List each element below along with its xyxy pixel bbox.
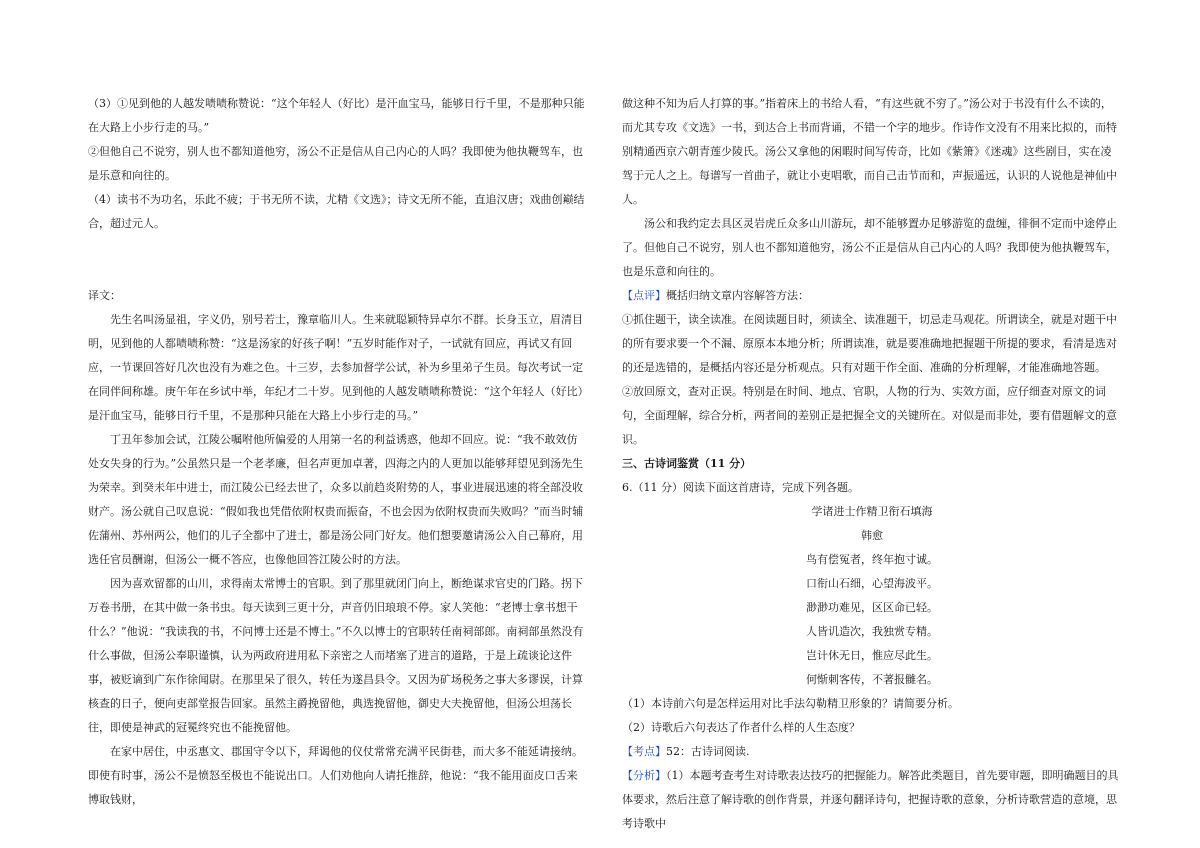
- translation-title: 译文：: [88, 289, 121, 302]
- poem-author: 韩愈: [861, 529, 883, 542]
- kaodian-line: [622, 740, 1122, 764]
- poem-line: 人皆讥造次，我独赏专精。: [806, 625, 938, 638]
- translation-para-3: 因为喜欢留都的山川，求得南太常博士的官职。到了那里就闭门向上，断绝谋求官史的门路。拐下万卷书册，在其中做一条书虫。每天读到三更十分，声音仍旧琅琅不停。家人笑他：“老博士拿书想干什么？”他说：“我读我的书，不问博士还是不博士。”不久以博士的官职转任南祠部郎。南祠部虽然没有什么事做，但汤公奉职谨慎，认为两政府进用私下亲密之人而堵塞了进言的道路，于是上疏谈论这件事，被贬谪到广东作徐闻尉。在那里呆了很久，转任为遂昌县令。又因为矿场税务之事大多谬误，计算核查的日子，便向吏部堂报告回家。虽然主爵挽留他，典选挽留他，御史大夫挽留他，但汤公坦荡长往，即使是神武的冠冕终究也不能挽留他。: [88, 577, 584, 734]
- translation-para-2: 丁丑年参加会试，江陵公嘱咐他所偏爱的人用第一名的利益诱惑，他却不回应。说：“我不敢效仿处女失身的行为。”公虽然只是一个老孝廉，但名声更加卓著，四海之内的人更加以能够拜望见到汤先生为荣幸。到癸未年中进士，而江陵公已经去世了，众多以前趋炎附势的人，事业进展迅速的将全部没收财产。汤公就自己叹息说：“假如我也凭借依附权贵而振奋，不也会因为依附权贵而失败吗？”而当时辅佐蒲州、苏州两公，他们的儿子全都中了进士，都是汤公同门好友。他们想要邀请汤公入自己幕府，用选任官员酬谢，但汤公一概不答应，也像他回答江陵公时的方法。: [88, 433, 584, 566]
- poem-line: 岂计休无日，惟应尽此生。: [806, 649, 938, 662]
- answer-3: （3）①见到他的人越发啧啧称赞说：“这个年轻人（好比）是汗血宝马，能够日行千里，不是那种只能在大路上小步行走的马。”: [88, 97, 585, 134]
- sub-question-2: （2）诗歌后六句表达了作者什么样的人生态度？: [622, 721, 860, 734]
- translation-para-4: 在家中居住，中丞惠文、郡国守令以下，拜谒他的仪仗常常充满平民街巷，而大多不能延请接纳。即使有时事，汤公不是愤怒至极也不能说出口。人们劝他向人请托推辞，他说：“我不能用面皮口舌来博取钱财，: [88, 745, 583, 806]
- poem-line: 何惭刺客传，不著报雠名。: [806, 673, 938, 686]
- dianping-text: 概括归纳文章内容解答方法：: [666, 289, 809, 302]
- poem-line: 鸟有偿冤者，终年抱寸诚。: [806, 553, 938, 566]
- right-column: [622, 92, 1122, 836]
- section-heading: 三、古诗词鉴赏（11 分）: [622, 457, 752, 470]
- kaodian-tag: 【考点】: [622, 745, 666, 758]
- fenxi-tag: 【分析】: [622, 769, 666, 782]
- fenxi-text: （1）本题考查考生对诗歌表达技巧的把握能力。解答此类题目，首先要审题，即明确题目的具体要求，然后注意了解诗歌的创作背景，并逐句翻译诗句，把握诗歌的意象，分析诗歌营造的意境，思考诗歌中: [622, 769, 1119, 830]
- question-6: 6.（11 分）阅读下面这首唐诗，完成下列各题。: [622, 481, 859, 494]
- poem-line: 渺渺功难见，区区命已轻。: [806, 601, 938, 614]
- translation-para-5: 做这种不知为后人打算的事。”指着床上的书给人看，“有这些就不穷了。”汤公对于书没有什么不读的，而尤其专攻《文选》一书，到达合上书而背诵，不错一个字的地步。作诗作文没有不用来比拟的，而特别精通西京六朝青莲少陵氏。汤公又拿他的闲暇时间写传奇，比如《紫箫》《迷魂》这些剧目，实在凌驾于元人之上。每谱写一首曲子，就让小吏唱歌，而自己击节而和，声振遥远，认识的人说他是神仙中人。: [622, 97, 1117, 206]
- sub-question-1: （1）本诗前六句是怎样运用对比手法勾勒精卫形象的？请简要分析。: [622, 697, 959, 710]
- dianping-line: [622, 284, 1122, 308]
- method-2: ②放回原文，查对正误。特别是在时间、地点、官职，人物的行为、实效方面，应仔细查对原文的词句，全面理解，综合分析，两者间的差别正是把握全文的关键所在。对似是而非处，要有借题解文的意识。: [622, 385, 1117, 446]
- answer-4: （4）读书不为功名，乐此不疲；于书无所不读，尤精《文选》；诗文无所不能，直追汉唐；戏曲创巅结合，超过元人。: [88, 193, 585, 230]
- poem-title: 学诸进士作精卫衔石填海: [811, 505, 933, 518]
- fenxi-line: [622, 764, 1122, 836]
- left-column: [88, 92, 588, 812]
- translation-para-6: 汤公和我约定去具区灵岩虎丘众多山川游玩，却不能够置办足够游览的盘缠，徘徊不定而中途停止了。但他自己不说穷，别人也不都知道他穷，汤公不正是信从自己内心的人吗？我即使为他执鞭驾车，也是乐意和向往的。: [622, 217, 1117, 278]
- method-1: ①抓住题干，读全读准。在阅读题目时，须读全、读准题干，切忌走马观花。所谓读全，就是对题干中的所有要求要一个不漏、原原本本地分析；所谓读准，就是要准确地把握题干所提的要求，看清是选对的还是选错的，是概括内容还是分析观点。只有对题干作全面、准确的分析理解，才能准确地答题。: [622, 313, 1117, 374]
- translation-para-1: 先生名叫汤显祖，字义仍，别号若士，豫章临川人。生来就聪颖特异卓尔不群。长身玉立，眉清目明，见到他的人都啧啧称赞：“这是汤家的好孩子啊！”五岁时能作对子，一试就有回应，再试又有回应，一节课回答好几次也没有为难之色。十三岁，去参加督学公试，补为乡里弟子生员。每次考试一定在同伴间称雄。庚午年在乡试中举，年纪才二十岁。见到他的人越发啧啧称赞说：“这个年轻人（好比）是汗血宝马，能够日行千里，不是那种只能在大路上小步行走的马。”: [88, 313, 584, 422]
- poem-line: 口衔山石细，心望海波平。: [806, 577, 938, 590]
- answer-3b: ②但他自己不说穷，别人也不都知道他穷，汤公不正是信从自己内心的人吗？我即使为他执鞭驾车，也是乐意和向往的。: [88, 145, 583, 182]
- kaodian-text: 52：古诗词阅读.: [666, 745, 750, 758]
- dianping-tag: 【点评】: [622, 289, 666, 302]
